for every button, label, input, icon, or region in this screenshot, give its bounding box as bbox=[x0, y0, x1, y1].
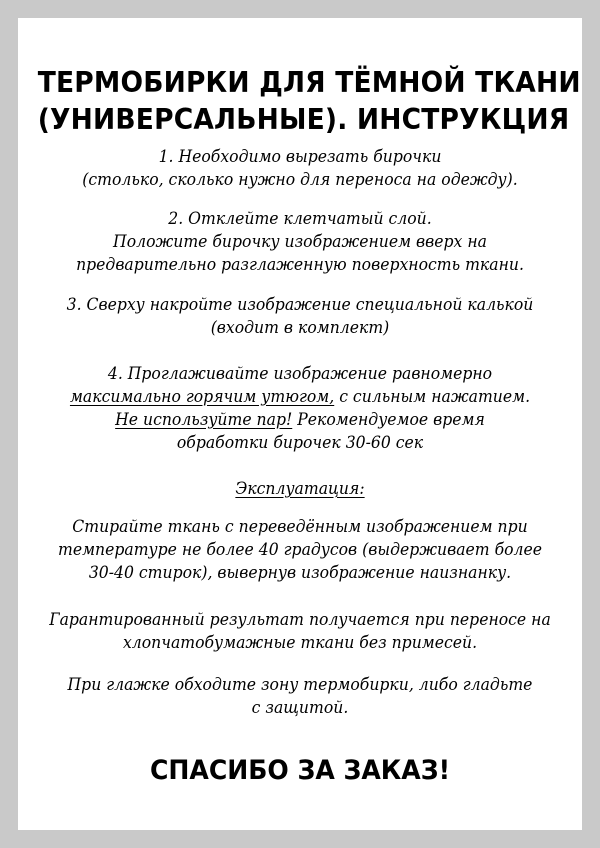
step-2-line-1: 2. Отклейте клетчатый слой. bbox=[168, 209, 432, 229]
exploitation-heading-text: Эксплуатация: bbox=[235, 479, 365, 499]
step-2 bbox=[41, 208, 560, 277]
guarantee-line-2: хлопчатобумажные ткани без примесей. bbox=[122, 633, 478, 653]
page-title bbox=[37, 64, 581, 138]
instruction-sheet bbox=[18, 18, 582, 830]
washing-line-3: 30-40 стирок), вывернув изображение наизнанку. bbox=[88, 563, 512, 583]
step-4-line-2-rest: с сильным нажатием. bbox=[334, 387, 531, 407]
title-line-1: ТЕРМОБИРКИ ДЛЯ ТЁМНОЙ ТКАНИ bbox=[37, 66, 581, 99]
step-3-line-2: (входит в комплект) bbox=[210, 318, 390, 338]
ironing-paragraph bbox=[41, 674, 560, 720]
no-steam-warning: Не используйте пар! bbox=[115, 410, 293, 430]
step-1-line-2: (столько, сколько нужно для переноса на одежду). bbox=[82, 170, 518, 190]
step-2-line-2: Положите бирочку изображением вверх на bbox=[113, 232, 487, 252]
step-3-line-1: 3. Сверху накройте изображение специальной калькой bbox=[66, 295, 534, 315]
ironing-line-2: с защитой. bbox=[251, 698, 349, 718]
washing-line-2: температуре не более 40 градусов (выдерживает более bbox=[57, 540, 543, 560]
washing-line-1: Стирайте ткань с переведённым изображением при bbox=[72, 517, 528, 537]
step-4 bbox=[41, 363, 560, 455]
step-4-line-4: обработки бирочек 30-60 сек bbox=[176, 433, 424, 453]
step-4-line-3 bbox=[41, 409, 560, 432]
exploitation-heading bbox=[41, 478, 560, 501]
step-4-line-2 bbox=[41, 386, 560, 409]
washing-paragraph bbox=[41, 516, 560, 585]
thank-you-message: СПАСИБО ЗА ЗАКАЗ! bbox=[149, 755, 451, 786]
step-1 bbox=[41, 146, 560, 192]
guarantee-line-1: Гарантированный результат получается при переносе на bbox=[49, 610, 551, 630]
step-3 bbox=[41, 294, 560, 340]
hot-iron-emphasis: максимально горячим утюгом, bbox=[69, 387, 335, 407]
ironing-line-1: При глажке обходите зону термобирки, либо гладьте bbox=[67, 675, 533, 695]
step-4-line-3-rest: Рекомендуемое время bbox=[292, 410, 485, 430]
guarantee-paragraph bbox=[41, 609, 560, 655]
step-2-line-3: предварительно разглаженную поверхность ткани. bbox=[76, 255, 524, 275]
step-1-line-1: 1. Необходимо вырезать бирочки bbox=[158, 147, 442, 167]
title-line-2: (УНИВЕРСАЛЬНЫЕ). ИНСТРУКЦИЯ bbox=[37, 103, 570, 136]
step-4-line-1: 4. Проглаживайте изображение равномерно bbox=[107, 364, 493, 384]
